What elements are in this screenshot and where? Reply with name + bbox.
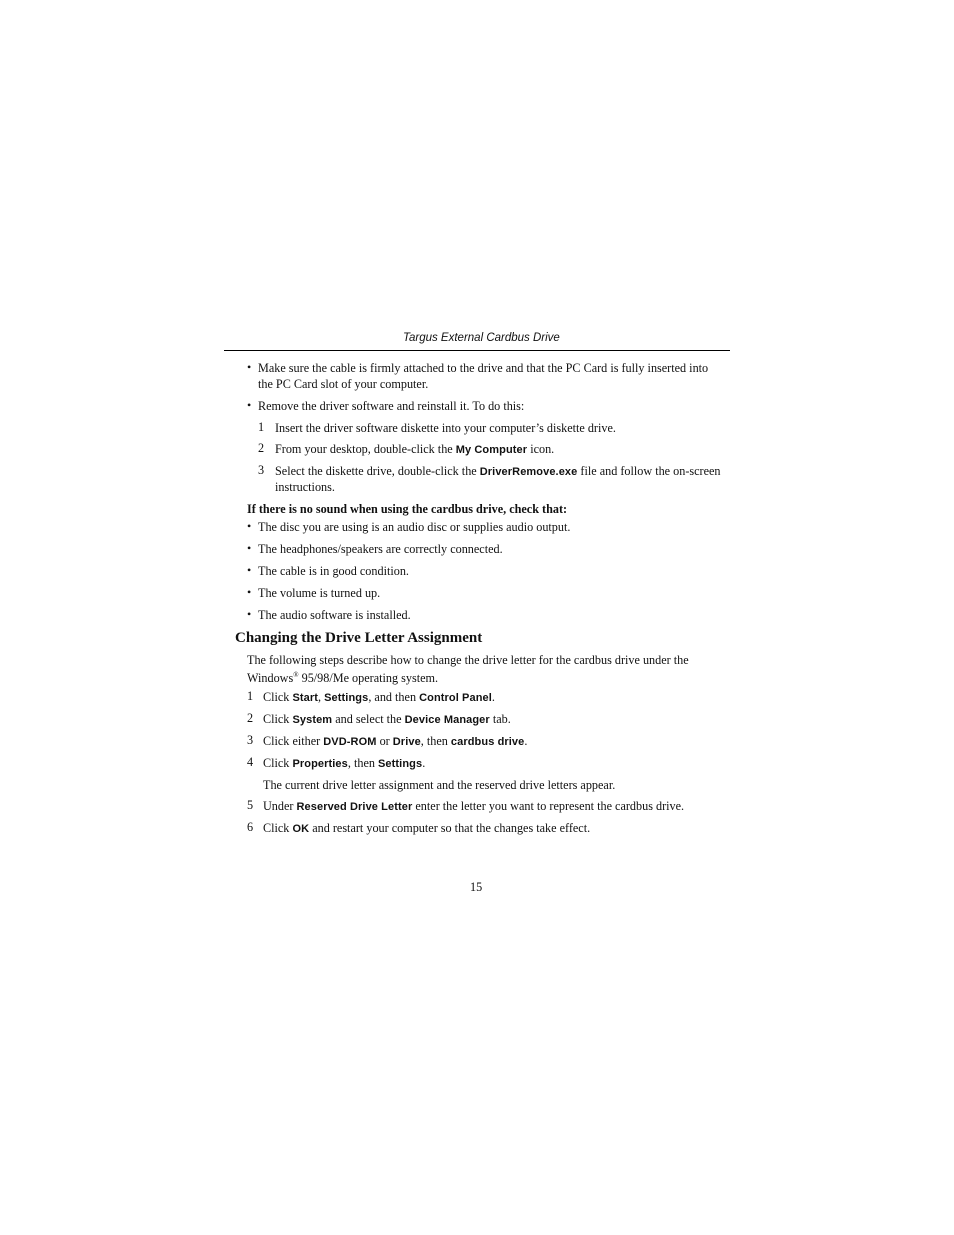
ui-term: Device Manager [404,714,490,726]
step-text-part: Click [263,756,293,770]
step-text-part: and select the [332,712,405,726]
bullet-marker: • [247,607,252,621]
ui-term: Drive [392,736,421,748]
step-note: The current drive letter assignment and the reserved drive letters appear. [263,778,616,792]
step-text-part: , then [347,756,378,770]
bullet-marker: • [247,585,252,599]
section-intro: The following steps describe how to change the drive letter for the cardbus drive under the [247,653,689,667]
page-number: 15 [470,880,483,894]
registered-mark: ® [293,671,299,679]
step-text-part: . [491,690,495,704]
step-text-part: Select the diskette drive, double-click the [275,464,480,478]
ui-term: Start [292,692,319,704]
ui-term: DVD-ROM [323,736,377,748]
intro-text-part: Windows [247,671,294,685]
step-text [263,820,590,837]
step-number: 2 [247,711,254,725]
ui-term: System [292,714,333,726]
ui-term: OK [292,823,310,835]
bullet-text: Make sure the cable is firmly attached to the drive and that the PC Card is fully inserted into [258,361,709,375]
ui-term: Settings [324,692,369,704]
bullet-text: The volume is turned up. [258,586,381,600]
ui-term: Control Panel [419,692,492,704]
step-text-part: and restart your computer so that the changes take effect. [309,821,591,835]
running-header: Targus External Cardbus Drive [403,332,560,344]
step-number: 1 [247,689,254,703]
ui-term: Settings [378,758,423,770]
step-text [263,689,495,706]
step-number: 1 [258,420,265,434]
step-text-part: , and then [368,690,420,704]
step-text-part: Under [263,799,297,813]
step-text [263,755,425,772]
step-text-part: . [422,756,426,770]
bullet-marker: • [247,398,252,412]
step-text-part: Click [263,712,293,726]
step-text [263,798,684,815]
step-number: 2 [258,441,265,455]
header-rule [224,350,730,351]
section-intro-continued [247,667,438,686]
bullet-marker: • [247,541,252,555]
step-text-part: enter the letter you want to represent the cardbus drive. [412,799,685,813]
bullet-text-continued: the PC Card slot of your computer. [258,377,429,391]
section-heading: Changing the Drive Letter Assignment [235,630,483,646]
bullet-marker: • [247,519,252,533]
step-text-part: From your desktop, double-click the [275,442,456,456]
step-text [275,463,721,480]
ui-term: My Computer [455,444,528,456]
step-text-part: Click [263,690,293,704]
bullet-text: The audio software is installed. [258,608,411,622]
step-text-part: or [376,734,393,748]
ui-term: Reserved Drive Letter [296,801,413,813]
step-number: 5 [247,798,254,812]
bullet-text: The headphones/speakers are correctly connected. [258,542,503,556]
step-text-part: file and follow the on-screen [577,464,721,478]
bullet-text: The cable is in good condition. [258,564,409,578]
step-text-part: tab. [489,712,511,726]
ui-term: cardbus drive [450,736,525,748]
ui-term: DriverRemove.exe [479,466,578,478]
bullet-text: Remove the driver software and reinstall it. To do this: [258,399,525,413]
step-text-part: . [524,734,528,748]
step-text-part: , then [420,734,451,748]
no-sound-heading: If there is no sound when using the cardbus drive, check that: [247,502,568,516]
step-number: 6 [247,820,254,834]
step-number: 4 [247,755,254,769]
step-number: 3 [258,463,265,477]
step-text [263,711,511,728]
step-text-part: icon. [527,442,555,456]
bullet-marker: • [247,360,252,374]
step-text-part: Click [263,821,293,835]
intro-text-part: 95/98/Me operating system. [298,671,439,685]
step-text: Insert the driver software diskette into your computer’s diskette drive. [275,421,616,435]
ui-term: Properties [292,758,348,770]
step-text-part: Click either [263,734,324,748]
step-text-continued: instructions. [275,480,335,494]
step-text-part: , [318,690,325,704]
bullet-marker: • [247,563,252,577]
step-text [263,733,527,750]
step-number: 3 [247,733,254,747]
bullet-text: The disc you are using is an audio disc or supplies audio output. [258,520,571,534]
step-text [275,441,554,458]
